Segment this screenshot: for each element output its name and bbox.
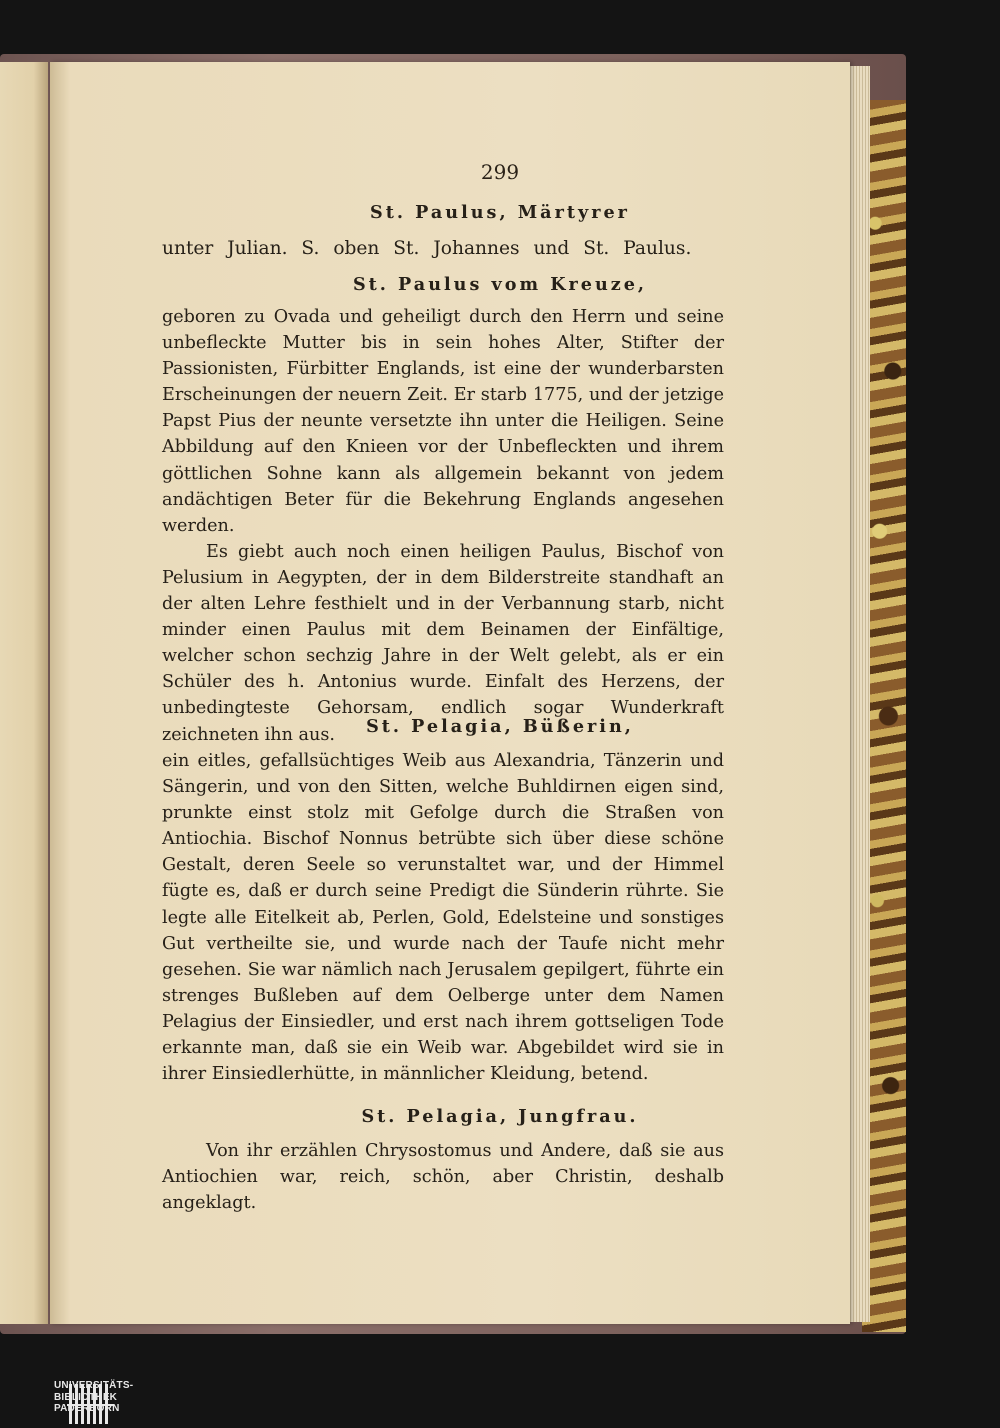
section-body — [162, 748, 724, 1087]
left-page-edge — [0, 62, 48, 1324]
heading-pelagia-busserin: St. Pelagia, Büßerin, — [366, 716, 634, 737]
page-number: 299 — [480, 160, 520, 184]
paragraph: Von ihr erzählen Chrysostomus und Andere, daß sie aus Antiochien war, reich, schön, aber Christin, deshalb angeklagt. — [162, 1141, 724, 1214]
text-line: unter Julian. S. oben St. Johannes und St. Paulus. — [162, 238, 692, 259]
logo-line: PADERBORN — [54, 1403, 120, 1414]
paragraph: geboren zu Ovada und geheiligt durch den Herrn und seine unbefleckte Mutter bis in sein hohes Alter, Stifter der Passionisten, Fürbitter Englands, ist eine der wunderbarsten Erscheinungen der neuern Zeit. Er starb 1775, und der jetzige Papst Pius der neunte versetzte ihn unter die Heiligen. Seine Abbildung auf den Knieen vor der Unbefleckten und ihrem göttlichen Sohne kann als allgemein bekannt von jedem andächtigen Beter für die Bekehrung Englands angesehen werden. — [162, 307, 724, 536]
heading-paulus-kreuze: St. Paulus vom Kreuze, — [352, 274, 648, 295]
section-body — [162, 304, 724, 748]
logo-line: BIBLIOTHEK — [54, 1391, 118, 1403]
logo-line: UNIVERSITÄTS- — [54, 1380, 134, 1391]
paragraph: ein eitles, gefallsüchtiges Weib aus Alexandria, Tänzerin und Sängerin, und von den Sitten, welche Buhldirnen eigen sind, prunkte einst stolz mit Gefolge durch die Straßen von Antiochia. Bischof Nonnus betrübte sich über diese schöne Gestalt, deren Seele so verunstaltet war, und der Himmel fügte es, daß er durch seine Predigt die Sünderin rührte. Sie legte alle Eitelkeit ab, Perlen, Gold, Edelsteine und sonstiges Gut vertheilte sie, und wurde nach der Taufe nicht mehr gesehen. Sie war nämlich nach Jerusalem gepilgert, führte ein strenges Bußleben auf dem Oelberge unter dem Namen Pelagius der Einsiedler, und erst nach ihrem gottseligen Tode erkannte man, daß sie ein Weib war. Abgebildet wird sie in ihrer Einsiedlerhütte, in männlicher Kleidung, betend. — [162, 751, 724, 1085]
section-body — [162, 1138, 724, 1216]
paragraph: Es giebt auch noch einen heiligen Paulus, Bischof von Pelusium in Aegypten, der in dem Bilderstreite standhaft an der alten Lehre festhielt und in der Verbannung starb, nicht minder einen Paulus mit dem Beinamen der Einfältige, welcher schon sechzig Jahre in der Welt gelebt, als er ein Schüler des h. Antonius wurde. Einfalt des Herzens, der unbedingteste Gehorsam, endlich sogar Wunderkraft zeichneten ihn aus. — [162, 541, 724, 745]
heading-paulus-martyrer: St. Paulus, Märtyrer — [370, 202, 630, 223]
heading-pelagia-jungfrau: St. Pelagia, Jungfrau. — [361, 1106, 639, 1127]
library-logo-text — [54, 1380, 133, 1415]
